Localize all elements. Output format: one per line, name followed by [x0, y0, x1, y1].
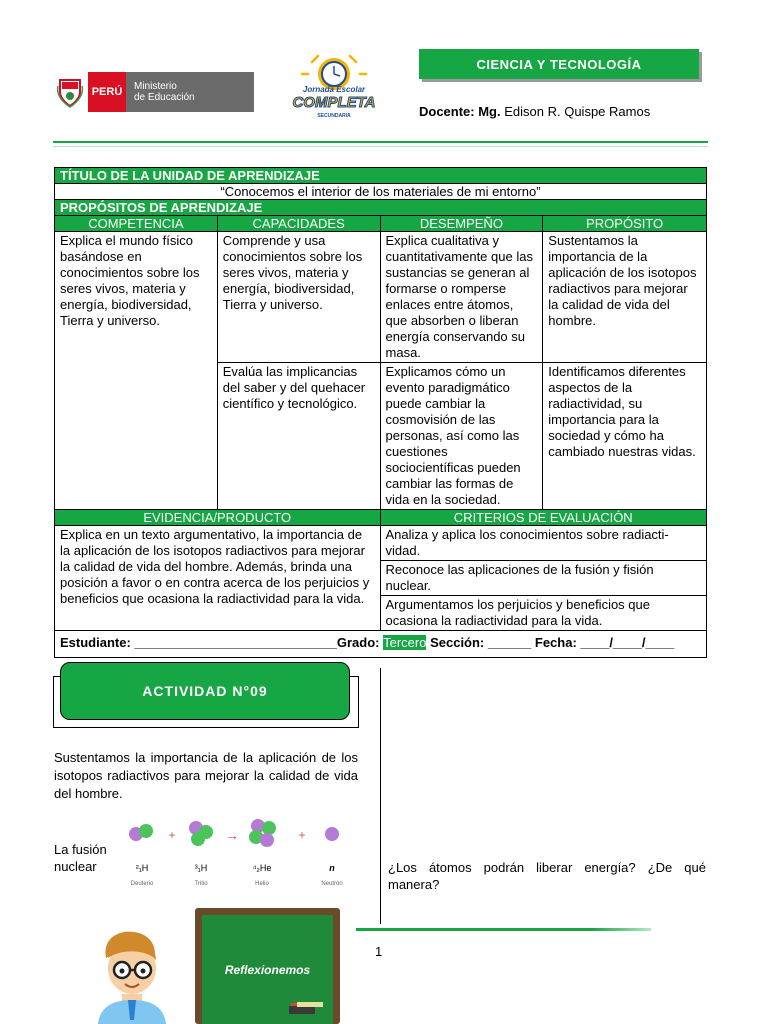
activity-paragraph: Sustentamos la importancia de la aplicación de los isotopos radiactivos para mejorar la calidad de vida del hombre. — [54, 750, 358, 801]
fusion-equation-diagram — [122, 814, 352, 894]
criterion-cell: Reconoce las aplicaciones de la fusión y fisión nuclear. — [380, 561, 706, 596]
column-header-desempeno: DESEMPEÑO — [380, 216, 543, 232]
neutron-name: Neutrón — [321, 881, 343, 887]
learning-unit-table — [54, 167, 707, 658]
grade-value: Tercero — [383, 635, 427, 650]
helium-name: Helio — [255, 881, 269, 887]
capacidad-cell: Comprende y usa conocimientos sobre los seres vivos, materia y energía, biodiversidad, Tierra y universo. — [217, 232, 380, 363]
tritium-symbol: ³₁H — [194, 863, 208, 873]
deuterium-name: Deuterio — [130, 881, 154, 887]
chalkboard — [195, 908, 340, 1024]
deuterium-symbol: ²₁H — [135, 863, 149, 873]
unit-title: “Conocemos el interior de los materiales de mi entorno” — [55, 184, 707, 200]
column-header-capacidades: CAPACIDADES — [217, 216, 380, 232]
date-field[interactable]: ____/____/____ — [576, 635, 675, 650]
column-header-competencia: COMPETENCIA — [55, 216, 218, 232]
section-field[interactable]: ______ — [484, 635, 535, 650]
peru-label: PERÚ — [88, 72, 126, 112]
neutron-symbol: n — [329, 863, 335, 873]
criteria-header: CRITERIOS DE EVALUACIÓN — [380, 510, 706, 526]
plus-sign: + — [298, 828, 306, 842]
activity-title: ACTIVIDAD N°09 — [60, 662, 350, 720]
student-info-row: Estudiante: ____________________________Grado: Tercero Sección: ______ Fecha: ____/____/____ — [55, 631, 707, 658]
header-divider — [53, 141, 708, 143]
chalk-eraser-icon — [287, 1000, 327, 1018]
evidence-header: EVIDENCIA/PRODUCTO — [55, 510, 381, 526]
competencia-cell: Explica el mundo físico basándose en conocimientos sobre los seres vivos, materia y energía, biodiversidad, Tierra y universo. — [55, 232, 218, 510]
column-header-proposito: PROPÓSITO — [543, 216, 707, 232]
evidence-cell: Explica en un texto argumentativo, la importancia de la aplicación de los isotopos radiactivos para mejorar la calidad de vida del hombre. Además, brinda una posición a favor o en contra acerca de los perjuicios y beneficios que ocasiona la radiactividad para la vida. — [55, 526, 381, 631]
jornada-top-text: Jornada Escolar — [302, 85, 366, 94]
ministerio-label: Ministerio de Educación — [126, 72, 254, 112]
deuterium-atom-icon — [129, 824, 153, 841]
proposito-cell: Identificamos diferentes aspectos de la radiactividad, su importancia para la sociedad y cómo ha cambiado nuestras vidas. — [543, 363, 707, 510]
helium-atom-icon — [249, 819, 276, 847]
jornada-sub-text: SECUNDARIA — [317, 113, 351, 119]
header-divider-light — [53, 146, 708, 147]
subject-banner: CIENCIA Y TECNOLOGÍA — [419, 49, 699, 79]
helium-symbol: ⁴₂He — [252, 863, 272, 873]
docente-line: Docente: Mg. Edison R. Quispe Ramos — [419, 104, 651, 119]
student-name-field[interactable]: ____________________________ — [130, 635, 337, 650]
criterion-cell: Analiza y aplica los conocimientos sobre radiacti-vidad. — [380, 526, 706, 561]
neutron-icon — [325, 827, 339, 841]
chalkboard-text: Reflexionemos — [202, 915, 333, 1024]
desempeno-cell: Explicamos cómo un evento paradigmático puede cambiar la cosmovisión de las personas, así como las cuestiones sociocientíficas pueden cambiar las formas de vida en la sociedad. — [380, 363, 543, 510]
column-divider — [380, 668, 381, 924]
jornada-main-text: COMPLETA — [292, 94, 376, 111]
fusion-label: La fusión nuclear — [54, 842, 107, 874]
tritium-atom-icon — [189, 821, 213, 846]
footer-divider — [356, 928, 651, 931]
purposes-header: PROPÓSITOS DE APRENDIZAJE — [55, 200, 707, 216]
reflection-question: ¿Los átomos podrán liberar energía? ¿De qué manera? — [388, 860, 706, 892]
peru-shield-icon — [52, 72, 88, 112]
unit-title-header: TÍTULO DE LA UNIDAD DE APRENDIZAJE — [55, 168, 707, 184]
plus-sign: + — [168, 828, 176, 842]
jornada-escolar-logo — [284, 52, 384, 124]
capacidad-cell: Evalúa las implicancias del saber y del quehacer científico y tecnológico. — [217, 363, 380, 510]
desempeno-cell: Explica cualitativa y cuantitativamente que las sustancias se generan al formarse o romperse enlaces entre átomos, que absorben o liberan energía conservando su masa. — [380, 232, 543, 363]
page-number: 1 — [375, 944, 383, 959]
criterion-cell: Argumentamos los perjuicios y beneficios que ocasiona la radiactividad para la vida. — [380, 596, 706, 631]
proposito-cell: Sustentamos la importancia de la aplicación de los isotopos radiactivos para mejorar la calidad de vida del hombre. — [543, 232, 707, 363]
tritium-name: Tritio — [194, 881, 208, 887]
arrow-icon: → — [225, 827, 239, 843]
teacher-character-icon — [92, 928, 172, 1024]
minedu-logo — [52, 72, 254, 112]
